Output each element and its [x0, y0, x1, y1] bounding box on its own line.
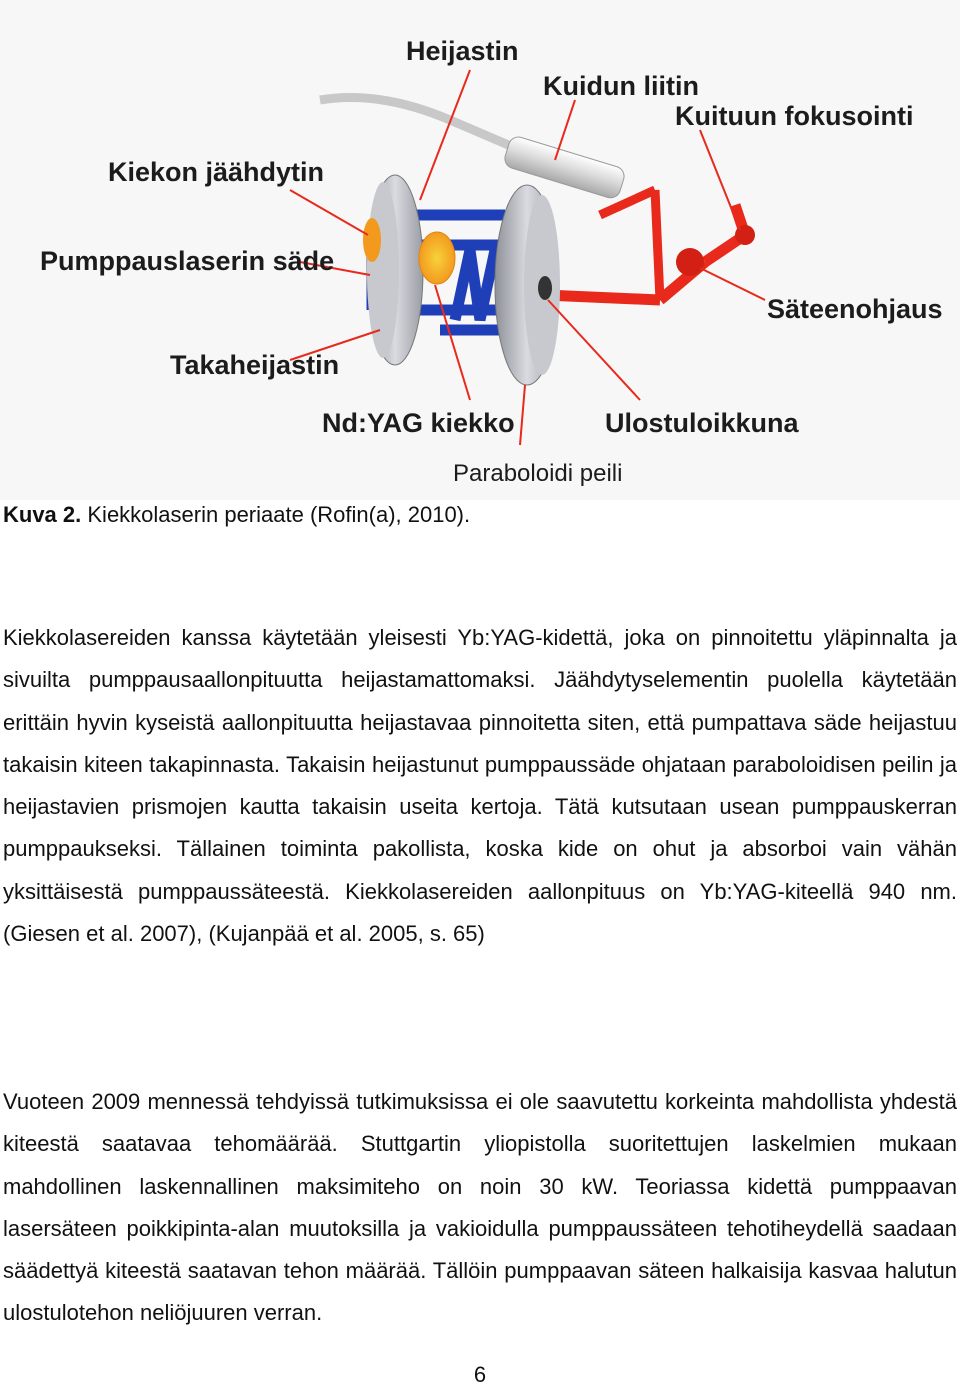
label-sateenohjaus: Säteenohjaus — [767, 294, 943, 324]
paragraph-1: Kiekkolasereiden kanssa käytetään yleisesti Yb:YAG-kidettä, joka on pinnoitettu yläpinnalta ja sivuilta pumppausaallonpituutta heijastamattomaksi. Jäähdytyselementin puolella käytetään erittäin hyvin kyseistä aallonpituutta heijastavaa pinnoitetta siten, että pumpattava säde heijastuu takaisin kiteen takapinnasta. Takaisin heijastunut pumppaussäde ohjataan paraboloidisen peilin ja heijastavien prismojen kautta takaisin useita kertoja. Tätä kutsutaan usean pumppauskerran pumppaukseksi. Tällainen toiminta pakollista, koska kide on ohut ja absorboi vain vähän yksittäisestä pumppaussäteestä. Kiekkolasereiden aallonpituus on Yb:YAG-kiteellä 940 nm. (Giesen et al. 2007), (Kujanpää et al. 2005, s. 65) — [3, 625, 957, 947]
label-heijastin: Heijastin — [406, 36, 519, 66]
label-pumppauslaserin-sade: Pumppauslaserin säde — [40, 246, 335, 276]
label-ulostuloikkuna: Ulostuloikkuna — [605, 408, 799, 438]
disk-laser-figure — [0, 0, 960, 500]
page-number: 6 — [473, 1362, 487, 1387]
caption-label: Kuva 2. — [3, 502, 82, 527]
nd-yag-disk — [419, 232, 455, 284]
steering-mirror — [676, 248, 704, 276]
label-kuidun-liitin: Kuidun liitin — [543, 71, 699, 101]
figure-caption — [3, 500, 470, 530]
label-takaheijastin: Takaheijastin — [170, 350, 340, 380]
label-kiekon-jaahdytin: Kiekon jäähdytin — [108, 157, 325, 187]
parabolic-mirror — [495, 185, 560, 385]
label-nd-yag-kiekko: Nd:YAG kiekko — [322, 408, 515, 438]
paragraph-2: Vuoteen 2009 mennessä tehdyissä tutkimuksissa ei ole saavutettu korkeinta mahdollista yhdestä kiteestä saatavaa tehomäärää. Stuttgartin yliopistolla suoritettujen laskelmien mukaan mahdollinen laskennallinen maksimiteho on noin 30 kW. Teoriassa kidettä pumppaavan lasersäteen poikkipinta-alan muutoksilla ja vakioidulla pumppaussäteen tehotiheydellä saadaan säädettyä kiteestä saatavan tehon määrää. Tällöin pumppaavan säteen halkaisija kasvaa halutun ulostulotehon neliöjuuren verran. — [3, 1089, 957, 1326]
back-reflector-housing — [367, 175, 423, 365]
caption-text: Kiekkolaserin periaate (Rofin(a), 2010). — [81, 502, 471, 527]
output-window — [538, 276, 552, 300]
label-paraboloidi-peili: Paraboloidi peili — [453, 460, 623, 487]
disk-cooler — [363, 218, 381, 262]
label-kuituun-fokusointi: Kuituun fokusointi — [675, 101, 914, 131]
disk-laser-diagram — [0, 0, 960, 500]
focusing-mirror — [735, 225, 755, 245]
